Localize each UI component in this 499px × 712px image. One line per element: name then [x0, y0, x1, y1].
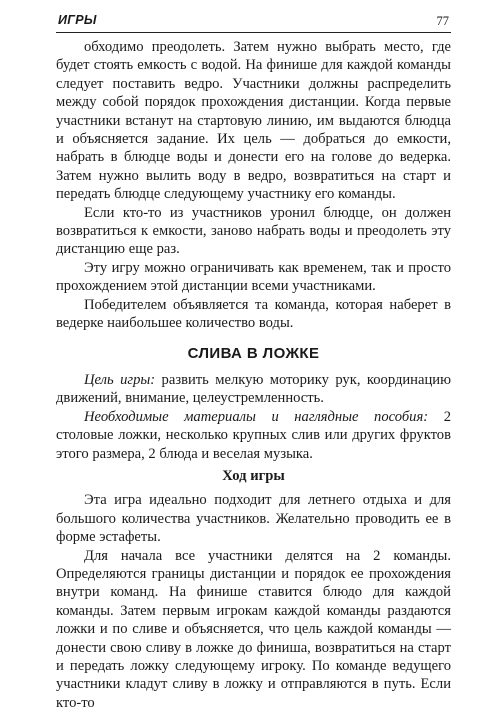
paragraph: Эта игра идеально подходит для летнего отдыха и для большого количества участников. Желательно проводить ее в форме эстафеты. [56, 492, 451, 546]
materials-paragraph [56, 408, 451, 463]
paragraph: Для начала все участники делятся на 2 команды. Определяются границы дистанции и порядок ее прохождения внутри команд. На финише ставится блюдо для каждой команды. Затем первым игрокам каждой команды раздаются ложки и по сливе и объясняется, что цель каждой команды — донести свою сливу в ложке до финиша, возвратиться на старт и передать ложку следующему игроку. По команде ведущего участники кладут сливу в ложку и отправляются в путь. Если кто-то [56, 547, 451, 711]
page-body [56, 38, 451, 712]
goal-paragraph [56, 371, 451, 408]
goal-label: Цель игры: [84, 371, 156, 388]
paragraph: Победителем объявляется та команда, которая наберет в ведерке наибольшее количество воды. [56, 296, 451, 332]
game-title: СЛИВА В ЛОЖКЕ [187, 344, 320, 362]
materials-label: Необходимые материалы и наглядные пособия: [84, 408, 429, 425]
paragraph: Если кто-то из участников уронил блюдце, он должен возвратиться к емкости, заново набрать воды и преодолеть эту дистанцию еще раз. [56, 204, 451, 258]
paragraph: Эту игру можно ограничивать как временем, так и просто прохождением этой дистанции всеми участниками. [56, 259, 451, 295]
paragraph: обходимо преодолеть. Затем нужно выбрать место, где будет стоять емкость с водой. На финише для каждой команды следует поставить ведро. Участники должны распределить между собой порядок прохождения дистанции. Когда первые участники встанут на стартовую линию, им выдаются блюдца и объясняется задание. Их цель — добраться до емкости, набрать в блюдце воды и донести его на голове до ведерка. Затем нужно вылить воду в ведро, возвратиться на старт и передать блюдце следующему участнику его команды. [56, 39, 451, 203]
section-title: ИГРЫ [58, 13, 97, 27]
running-head [56, 12, 451, 33]
page-number: 77 [436, 14, 449, 28]
goal-text: развить мелкую моторику рук, координацию движений, внимание, целеустремленность. [56, 371, 451, 407]
materials-text: 2 столовые ложки, несколько крупных слив или других фруктов этого размера, 2 блюда и веселая музыка. [56, 408, 452, 462]
course-heading: Ход игры [222, 467, 285, 484]
